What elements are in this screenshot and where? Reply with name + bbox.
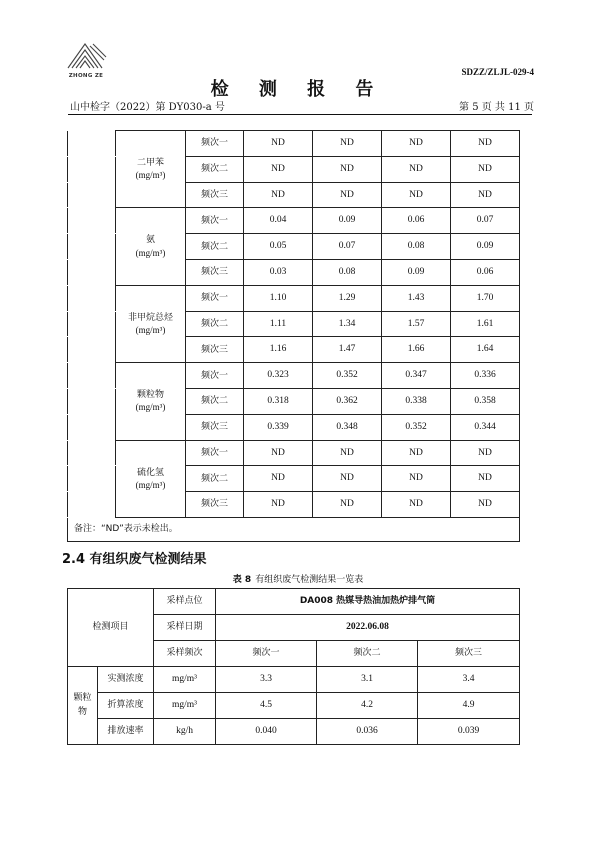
value-cell: 1.29 xyxy=(313,285,382,311)
pollutant-name: 非甲烷总烃 xyxy=(127,312,173,323)
value-cell: 0.338 xyxy=(382,388,451,414)
value-cell: 1.16 xyxy=(244,337,313,363)
value-cell: ND xyxy=(451,492,520,518)
value-cell: 0.358 xyxy=(451,388,520,414)
value-cell: 0.08 xyxy=(382,234,451,260)
frequency-label: 频次三 xyxy=(186,414,244,440)
value-cell: 0.08 xyxy=(313,259,382,285)
value-cell: 0.339 xyxy=(244,414,313,440)
frequency-label: 频次三 xyxy=(186,337,244,363)
spacer-cell xyxy=(68,440,116,466)
value-cell: 1.66 xyxy=(382,337,451,363)
table-caption-text: 有组织废气检测结果一览表 xyxy=(255,575,364,585)
frequency-label: 频次一 xyxy=(186,131,244,157)
value-cell: ND xyxy=(313,440,382,466)
value-cell: 4.9 xyxy=(418,693,520,719)
value-cell: 0.323 xyxy=(244,363,313,389)
value-cell: 0.318 xyxy=(244,388,313,414)
pollutant-unit: (mg/m³) xyxy=(135,170,166,181)
table-row xyxy=(68,208,520,234)
spacer-cell xyxy=(68,234,116,260)
value-cell: 1.11 xyxy=(244,311,313,337)
frequency-label: 频次二 xyxy=(186,466,244,492)
value-cell: 0.06 xyxy=(451,259,520,285)
value-cell: 1.70 xyxy=(451,285,520,311)
pollutant-unit: (mg/m³) xyxy=(135,479,166,490)
value-cell: 3.3 xyxy=(216,667,317,693)
pollutant-group-cell xyxy=(116,440,186,517)
value-cell: 0.336 xyxy=(451,363,520,389)
value-cell: 1.57 xyxy=(382,311,451,337)
report-code: SDZZ/ZLJL-029-4 xyxy=(461,67,534,77)
spacer-cell xyxy=(68,492,116,518)
spacer-cell xyxy=(68,388,116,414)
value-cell: 0.07 xyxy=(313,234,382,260)
row-unit: mg/m³ xyxy=(154,667,216,693)
spacer-cell xyxy=(68,208,116,234)
value-cell: ND xyxy=(313,182,382,208)
frequency-label: 频次二 xyxy=(186,388,244,414)
header-rule xyxy=(68,114,532,115)
pollutant-group-cell xyxy=(116,208,186,285)
value-cell: ND xyxy=(313,492,382,518)
pollutant-unit: (mg/m³) xyxy=(135,402,166,413)
spacer-cell xyxy=(68,311,116,337)
item-header: 检测项目 xyxy=(68,589,154,667)
point-value xyxy=(216,589,520,615)
value-cell: ND xyxy=(451,440,520,466)
table-row xyxy=(68,363,520,389)
spacer-cell xyxy=(68,156,116,182)
value-cell: ND xyxy=(382,131,451,157)
value-cell: 0.352 xyxy=(382,414,451,440)
value-cell: 0.348 xyxy=(313,414,382,440)
value-cell: ND xyxy=(313,131,382,157)
value-cell: 0.347 xyxy=(382,363,451,389)
page-number: 第 5 页 共 11 页 xyxy=(459,102,534,113)
frequency-label: 频次三 xyxy=(186,182,244,208)
row-label: 实测浓度 xyxy=(98,667,154,693)
value-cell: ND xyxy=(451,156,520,182)
value-cell: 4.5 xyxy=(216,693,317,719)
value-cell: ND xyxy=(244,466,313,492)
table-caption-number: 表 8 xyxy=(232,575,252,585)
value-cell: 0.036 xyxy=(317,719,418,745)
freq-header: 频次一 xyxy=(216,641,317,667)
freq-label: 采样频次 xyxy=(154,641,216,667)
unorganized-gas-results-table xyxy=(67,130,520,542)
spacer-cell xyxy=(68,363,116,389)
logo-text: ZHONG ZE xyxy=(68,73,104,79)
note-row xyxy=(68,517,520,541)
value-cell: 0.09 xyxy=(451,234,520,260)
value-cell: ND xyxy=(382,466,451,492)
spacer-cell xyxy=(68,285,116,311)
frequency-label: 频次一 xyxy=(186,363,244,389)
spacer-cell xyxy=(68,414,116,440)
value-cell: ND xyxy=(382,492,451,518)
value-cell: 3.1 xyxy=(317,667,418,693)
spacer-cell xyxy=(68,182,116,208)
value-cell: ND xyxy=(313,466,382,492)
value-cell: 0.09 xyxy=(382,259,451,285)
document-number: 山中检字（2022）第 DY030-a 号 xyxy=(70,102,225,113)
value-cell: ND xyxy=(244,156,313,182)
frequency-label: 频次二 xyxy=(186,156,244,182)
value-cell: ND xyxy=(313,156,382,182)
spacer-cell xyxy=(68,337,116,363)
row-label: 排放速率 xyxy=(98,719,154,745)
value-cell: 0.352 xyxy=(313,363,382,389)
freq-header: 频次三 xyxy=(418,641,520,667)
value-cell: 1.47 xyxy=(313,337,382,363)
value-cell: 0.04 xyxy=(244,208,313,234)
organized-gas-results-table xyxy=(67,588,520,745)
table-row xyxy=(68,131,520,157)
section-heading: 2.4 有组织废气检测结果 xyxy=(62,552,207,567)
value-cell: 0.039 xyxy=(418,719,520,745)
date-label: 采样日期 xyxy=(154,615,216,641)
value-cell: 0.09 xyxy=(313,208,382,234)
value-cell: 0.06 xyxy=(382,208,451,234)
table-note: 备注：“ND”表示未检出。 xyxy=(68,517,520,541)
value-cell: ND xyxy=(382,156,451,182)
value-cell: 0.03 xyxy=(244,259,313,285)
frequency-label: 频次一 xyxy=(186,208,244,234)
value-cell: ND xyxy=(382,182,451,208)
freq-header: 频次二 xyxy=(317,641,418,667)
value-cell: 1.64 xyxy=(451,337,520,363)
value-cell: ND xyxy=(451,182,520,208)
value-cell: 1.34 xyxy=(313,311,382,337)
frequency-label: 频次二 xyxy=(186,234,244,260)
frequency-label: 频次三 xyxy=(186,492,244,518)
value-cell: 0.05 xyxy=(244,234,313,260)
pollutant-unit: (mg/m³) xyxy=(135,324,166,335)
value-cell: ND xyxy=(244,131,313,157)
frequency-label: 频次一 xyxy=(186,285,244,311)
point-value-text: DA008 热媒导热油加热炉排气筒 xyxy=(299,596,436,607)
value-cell: ND xyxy=(451,131,520,157)
value-cell: 4.2 xyxy=(317,693,418,719)
frequency-label: 频次一 xyxy=(186,440,244,466)
spacer-cell xyxy=(68,466,116,492)
spacer-cell xyxy=(68,259,116,285)
pollutant-name: 颗粒物 xyxy=(136,390,164,401)
value-cell: 1.61 xyxy=(451,311,520,337)
value-cell: 3.4 xyxy=(418,667,520,693)
table-row xyxy=(68,440,520,466)
point-label: 采样点位 xyxy=(154,589,216,615)
value-cell: 0.07 xyxy=(451,208,520,234)
value-cell: ND xyxy=(451,466,520,492)
pollutant-unit: (mg/m³) xyxy=(135,247,166,258)
pollutant-group-cell xyxy=(116,285,186,362)
value-cell: 1.43 xyxy=(382,285,451,311)
page-title: 检 测 报 告 xyxy=(210,79,386,100)
value-cell: 0.040 xyxy=(216,719,317,745)
pollutant-group-cell xyxy=(116,363,186,440)
value-cell: ND xyxy=(244,492,313,518)
value-cell: 0.362 xyxy=(313,388,382,414)
table-caption xyxy=(0,572,596,585)
value-cell: 1.10 xyxy=(244,285,313,311)
pollutant-name: 二甲苯 xyxy=(136,158,164,169)
pollutant-group-cell xyxy=(116,131,186,208)
row-unit: mg/m³ xyxy=(154,693,216,719)
spacer-cell xyxy=(68,131,116,157)
pollutant-name: 氨 xyxy=(145,235,155,246)
row-unit: kg/h xyxy=(154,719,216,745)
frequency-label: 频次二 xyxy=(186,311,244,337)
value-cell: ND xyxy=(244,440,313,466)
pollutant-name: 硫化氢 xyxy=(136,467,164,478)
pollutant-name: 颗粒物 xyxy=(68,667,98,745)
value-cell: ND xyxy=(244,182,313,208)
value-cell: 0.344 xyxy=(451,414,520,440)
date-value: 2022.06.08 xyxy=(216,615,520,641)
frequency-label: 频次三 xyxy=(186,259,244,285)
value-cell: ND xyxy=(382,440,451,466)
table-row xyxy=(68,285,520,311)
row-label: 折算浓度 xyxy=(98,693,154,719)
